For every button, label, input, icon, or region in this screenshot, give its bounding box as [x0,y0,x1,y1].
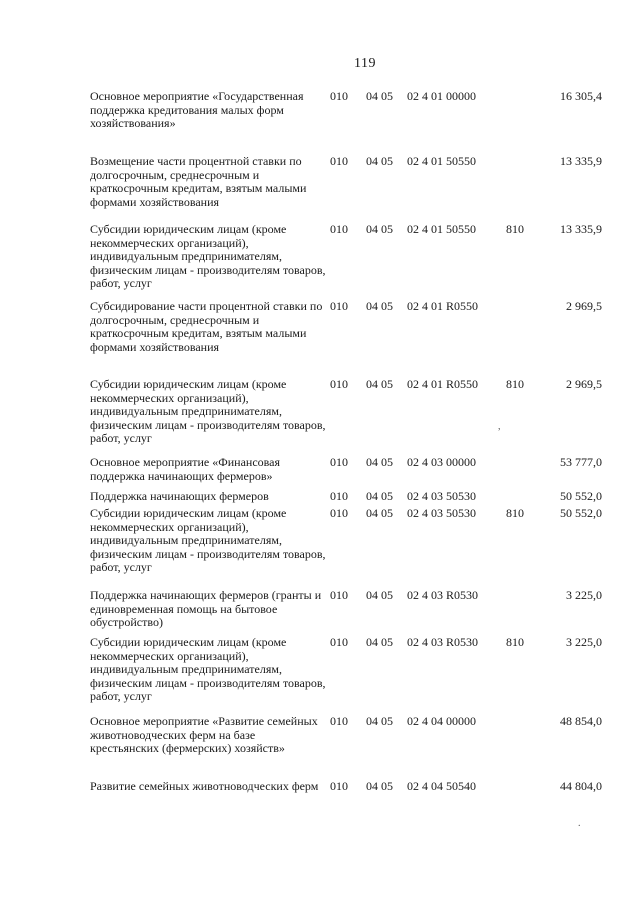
row-target-article-code: 02 4 03 50530 [407,506,476,520]
row-name: Субсидии юридическим лицам (кроме некоммерческих организаций), индивидуальным предпринимателям, физическим лицам - производителям товаров, работ, услуг [90,222,326,291]
row-grbs-code: 010 [330,222,348,236]
row-section-code: 04 05 [366,588,393,602]
row-section-code: 04 05 [366,377,393,391]
row-amount: 48 854,0 [560,714,602,728]
row-amount: 2 969,5 [566,299,602,313]
row-target-article-code: 02 4 04 00000 [407,714,476,728]
row-name: Возмещение части процентной ставки по долгосрочным, среднесрочным и краткосрочным кредитам, взятым малыми формами хозяйствования [90,154,307,209]
row-name: Субсидии юридическим лицам (кроме некоммерческих организаций), индивидуальным предпринимателям, физическим лицам - производителям товаров, работ, услуг [90,635,326,704]
row-grbs-code: 010 [330,588,348,602]
row-grbs-code: 010 [330,635,348,649]
table-row [90,636,610,715]
row-expense-type-code: 810 [506,377,524,391]
row-expense-type-code: 810 [506,506,524,520]
row-section-code: 04 05 [366,89,393,103]
row-section-code: 04 05 [366,506,393,520]
row-name: Субсидии юридическим лицам (кроме некоммерческих организаций), индивидуальным предпринимателям, физическим лицам - производителям товаров, работ, услуг [90,377,326,446]
row-grbs-code: 010 [330,714,348,728]
row-grbs-code: 010 [330,377,348,391]
page-number: 119 [354,56,376,71]
row-amount: 44 804,0 [560,779,602,793]
row-section-code: 04 05 [366,779,393,793]
row-name: Субсидирование части процентной ставки по долгосрочным, среднесрочным и краткосрочным кредитам, взятым малыми формами хозяйствования [90,299,323,354]
row-target-article-code: 02 4 01 R0550 [407,377,479,391]
row-target-article-code: 02 4 03 R0530 [407,635,479,649]
row-target-article-code: 02 4 01 R0550 [407,299,479,313]
row-name: Субсидии юридическим лицам (кроме некоммерческих организаций), индивидуальным предпринимателям, физическим лицам - производителям товаров, работ, услуг [90,506,326,575]
scan-speck: . [578,818,581,829]
row-amount: 3 225,0 [566,635,602,649]
table-row [90,715,610,780]
row-target-article-code: 02 4 01 50550 [407,154,476,168]
row-section-code: 04 05 [366,299,393,313]
table-row [90,780,610,814]
row-name: Поддержка начинающих фермеров (гранты и единовременная помощь на бытовое обустройство) [90,588,322,630]
row-section-code: 04 05 [366,222,393,236]
row-grbs-code: 010 [330,154,348,168]
row-section-code: 04 05 [366,154,393,168]
row-name: Поддержка начинающих фермеров [90,489,269,503]
row-amount: 3 225,0 [566,588,602,602]
budget-table [90,90,610,814]
row-grbs-code: 010 [330,299,348,313]
row-expense-type-code: 810 [506,222,524,236]
row-amount: 2 969,5 [566,377,602,391]
table-row [90,490,610,507]
row-amount: 13 335,9 [560,154,602,168]
row-target-article-code: 02 4 03 50530 [407,489,476,503]
row-section-code: 04 05 [366,714,393,728]
row-target-article-code: 02 4 03 R0530 [407,588,479,602]
row-section-code: 04 05 [366,455,393,469]
row-amount: 16 305,4 [560,89,602,103]
row-target-article-code: 02 4 03 00000 [407,455,476,469]
row-target-article-code: 02 4 01 50550 [407,222,476,236]
row-grbs-code: 010 [330,455,348,469]
row-section-code: 04 05 [366,635,393,649]
row-name: Основное мероприятие «Развитие семейных животноводческих ферм на базе крестьянских (фермерских) хозяйств» [90,714,318,756]
row-grbs-code: 010 [330,506,348,520]
row-grbs-code: 010 [330,489,348,503]
scan-speck: , [498,421,501,432]
table-row [90,456,610,490]
table-row [90,90,610,155]
row-amount: 50 552,0 [560,506,602,520]
table-row [90,589,610,636]
table-row [90,155,610,223]
row-grbs-code: 010 [330,89,348,103]
table-row [90,223,610,300]
row-name: Развитие семейных животноводческих ферм [90,779,319,793]
row-name: Основное мероприятие «Финансовая поддержка начинающих фермеров» [90,455,281,483]
row-grbs-code: 010 [330,779,348,793]
row-amount: 13 335,9 [560,222,602,236]
row-target-article-code: 02 4 01 00000 [407,89,476,103]
table-row [90,378,610,456]
row-target-article-code: 02 4 04 50540 [407,779,476,793]
table-row [90,300,610,378]
table-row [90,507,610,589]
row-amount: 53 777,0 [560,455,602,469]
row-amount: 50 552,0 [560,489,602,503]
row-section-code: 04 05 [366,489,393,503]
row-name: Основное мероприятие «Государственная поддержка кредитования малых форм хозяйствования» [90,89,304,131]
row-expense-type-code: 810 [506,635,524,649]
